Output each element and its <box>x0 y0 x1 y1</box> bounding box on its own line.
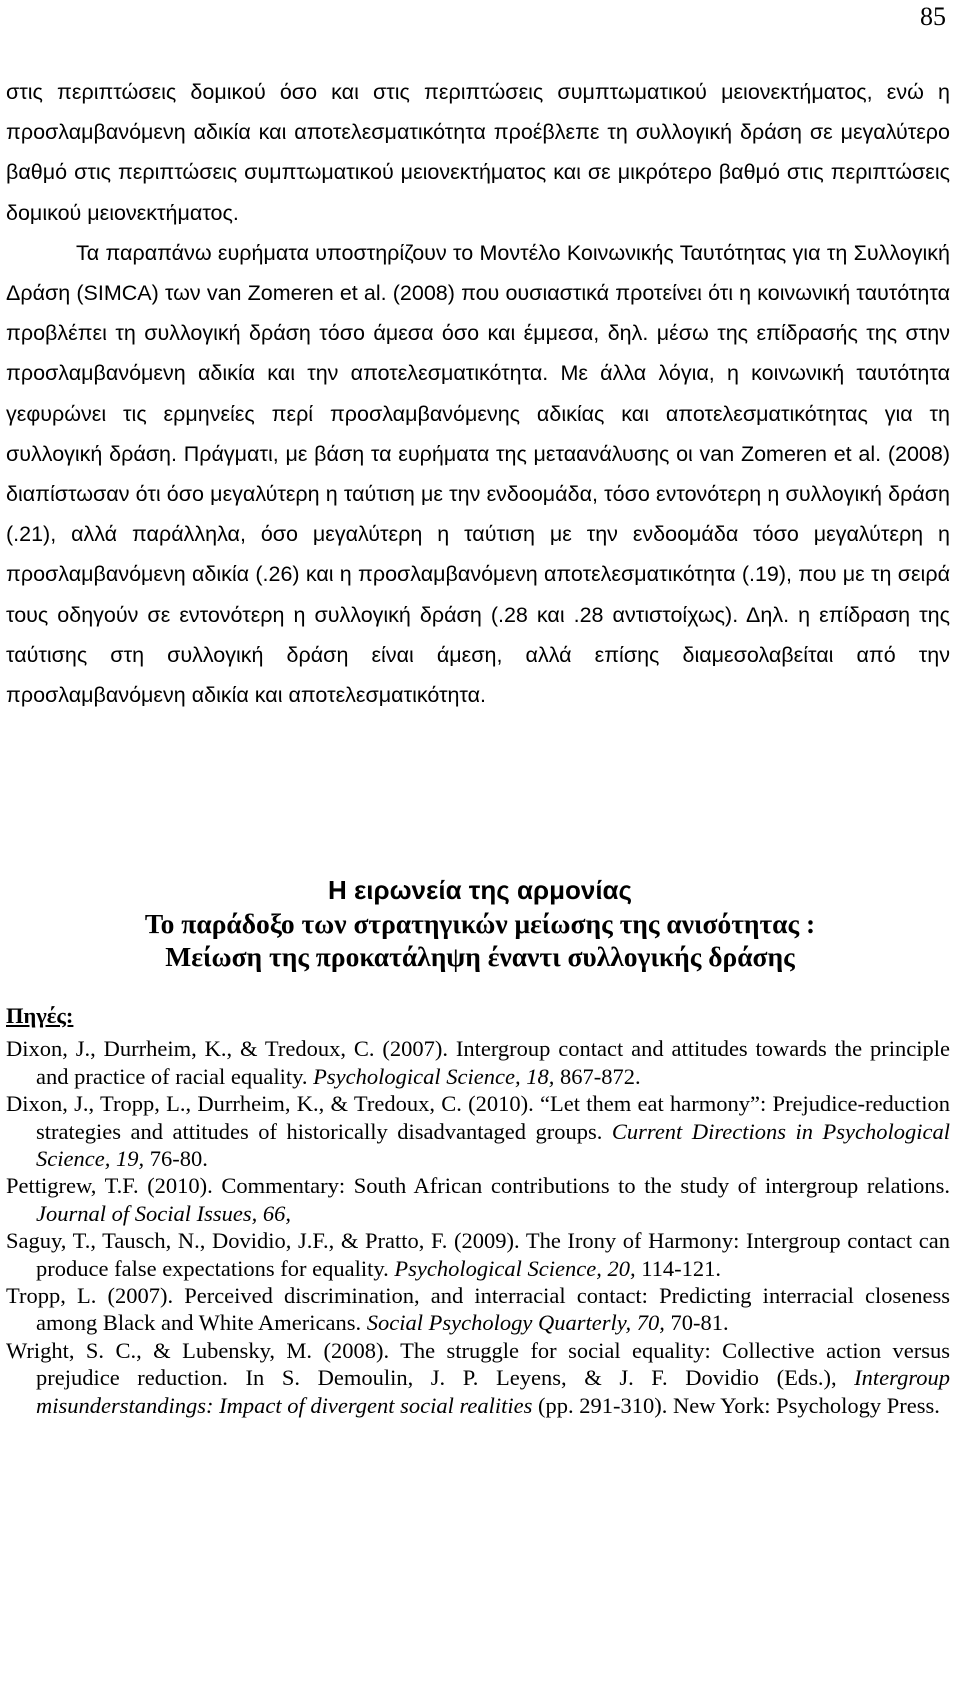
reference-item: Dixon, J., Durrheim, K., & Tredoux, C. (2007). Intergroup contact and attitudes towards the principle and practice of racial equality. Psychological Science, 18, 867-872. <box>6 1036 950 1089</box>
section-headings <box>0 874 960 973</box>
reference-item: Pettigrew, T.F. (2010). Commentary: South African contributions to the study of intergroup relations. Journal of Social Issues, 66, <box>6 1173 950 1226</box>
body-text <box>6 72 950 715</box>
reference-item: Tropp, L. (2007). Perceived discrimination, and interracial contact: Predicting interracial closeness among Black and White Americans. Social Psychology Quarterly, 70, 70-81. <box>6 1283 950 1336</box>
references-title: Πηγές: <box>6 1003 74 1028</box>
references <box>6 1002 950 1419</box>
paragraph: στις περιπτώσεις δομικού όσο και στις περιπτώσεις συμπτωματικού μειονεκτήματος, ενώ η προσλαμβανόμενη αδικία και αποτελεσματικότητα προέβλεπε τη συλλογική δράση σε μεγαλύτερο βαθμό στις περιπτώσεις συμπτωματικού μειονεκτήματος και σε μικρότερο βαθμό στις περιπτώσεις δομικού μειονεκτήματος. <box>6 80 950 225</box>
paragraph: Τα παραπάνω ευρήματα υποστηρίζουν το Μοντέλο Κοινωνικής Ταυτότητας για τη Συλλογική Δράση (SIMCA) των van Zomeren et al. (2008) που ουσιαστικά προτείνει ότι η κοινωνική ταυτότητα προβλέπει τη συλλογική δράση τόσο άμεσα όσο και έμμεσα, δηλ. μέσω της επίδρασής της στην προσλαμβανόμενη αδικία και την αποτελεσματικότητα. Με άλλα λόγια, η κοινωνική ταυτότητα γεφυρώνει τις ερμηνείες περί προσλαμβανόμενης αδικίας και αποτελεσματικότητας για τη συλλογική δράση. Πράγματι, με βάση τα ευρήματα της μεταανάλυσης οι van Zomeren et al. (2008) διαπίστωσαν ότι όσο μεγαλύτερη η ταύτιση με την ενδοομάδα, τόσο εντονότερη η συλλογική δράση (.21), αλλά παράλληλα, όσο μεγαλύτερη η ταύτιση με την ενδοομάδα τόσο μεγαλύτερη η προσλαμβανόμενη αδικία (.26) και η προσλαμβανόμενη αποτελεσματικότητα (.19), που με τη σειρά τους οδηγούν σε εντονότερη η συλλογική δράση (.28 και .28 αντιστοίχως). Δηλ. η επίδραση της ταύτισης στη συλλογική δράση είναι άμεση, αλλά επίσης διαμεσολαβείται από την προσλαμβανόμενη αδικία και αποτελεσματικότητα. <box>6 240 950 708</box>
reference-item: Dixon, J., Tropp, L., Durrheim, K., & Tredoux, C. (2010). “Let them eat harmony”: Prejudice-reduction strategies and attitudes of historically disadvantaged groups. Current Directions in Psychological Science, 19, 76-80. <box>6 1091 950 1172</box>
page-number: 85 <box>920 2 946 31</box>
section-subtitle: Μείωση της προκατάληψη έναντι συλλογικής δράσης <box>165 941 795 972</box>
reference-item: Wright, S. C., & Lubensky, M. (2008). The struggle for social equality: Collective action versus prejudice reduction. In S. Demoulin, J. P. Leyens, & J. F. Dovidio (Eds.), Intergroup misunderstandings: Impact of divergent social realities (pp. 291-310). New York: Psychology Press. <box>6 1337 950 1418</box>
section-title: Η ειρωνεία της αρμονίας <box>327 875 633 905</box>
reference-item: Saguy, T., Tausch, N., Dovidio, J.F., & Pratto, F. (2009). The Irony of Harmony: Intergroup contact can produce false expectations for equality. Psychological Science, 20, 114-121. <box>6 1228 950 1281</box>
section-subtitle: Το παράδοξο των στρατηγικών μείωσης της ανισότητας : <box>144 908 816 939</box>
